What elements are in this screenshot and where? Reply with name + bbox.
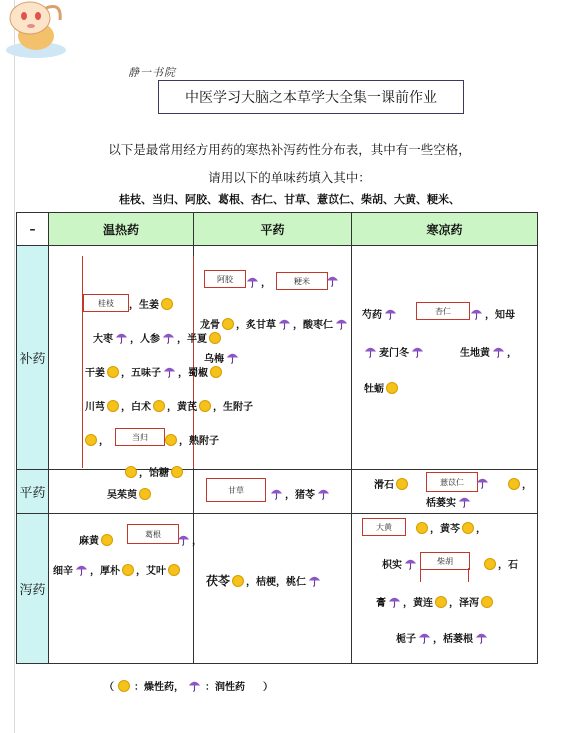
row-label-tonify: 补药: [17, 246, 49, 470]
legend-close: ）: [263, 682, 273, 693]
moist-icon: [278, 317, 291, 330]
blank-xingren[interactable]: 杏仁: [416, 302, 470, 320]
herb-yitang: ，饴糖: [139, 468, 169, 479]
herb-huangqi: ，黄芪: [167, 402, 197, 413]
legend-moist-label: ：润性药: [205, 682, 245, 693]
herb-shengdihuang: 生地黄: [460, 348, 490, 359]
herb-shaoyao: 芍药: [362, 310, 382, 321]
herb-zhishi: 枳实: [382, 560, 402, 571]
signature: 静一书院: [128, 66, 176, 79]
dry-icon: [107, 366, 119, 378]
moist-icon: [308, 574, 321, 587]
dry-icon: [161, 298, 173, 310]
dry-icon: [508, 478, 520, 490]
herb-wumei: 乌梅: [204, 354, 224, 365]
dry-icon: [139, 488, 151, 500]
herb-dazao: 大枣: [93, 334, 113, 345]
herb-mahuang: 麻黄: [79, 536, 99, 547]
cell-tonify-cold: [352, 246, 538, 470]
blank-jingmi[interactable]: 粳米: [276, 272, 328, 290]
herb-list: 桂枝、当归、阿胶、葛根、杏仁、甘草、薏苡仁、柴胡、大黄、粳米、: [119, 193, 460, 206]
herb-zhizi: 栀子: [396, 634, 416, 645]
blank-ejiao[interactable]: 阿胶: [204, 270, 246, 288]
dry-icon: [435, 596, 447, 608]
dry-icon: [462, 522, 474, 534]
herb-huangqin: ，黄芩: [430, 524, 460, 535]
moist-icon: [404, 557, 417, 570]
dry-icon: [484, 558, 496, 570]
moist-icon: [335, 317, 348, 330]
herb-fuling: 茯苓: [206, 574, 231, 588]
cartoon-mascot-icon: [0, 0, 78, 62]
herb-gualougen: ，栝蒌根: [433, 634, 473, 645]
page-edge: [14, 0, 15, 733]
blank-guizhi[interactable]: 桂枝: [83, 294, 129, 312]
cell-purge-warm: [49, 514, 202, 664]
moist-icon: [163, 365, 176, 378]
header-corner: –: [17, 213, 49, 246]
separator: ，: [192, 536, 202, 547]
moist-icon: [411, 345, 424, 358]
herb-longgu: 龙骨: [200, 320, 220, 331]
separator: ，: [507, 348, 517, 359]
moist-icon: [458, 495, 471, 508]
herb-maimendong: 麦门冬: [379, 348, 409, 359]
separator: ，: [261, 278, 271, 289]
cell-purge-cold: [352, 514, 538, 664]
moist-icon: [270, 487, 283, 500]
dry-icon: [122, 564, 134, 576]
herb-ganjiang: 干姜: [85, 368, 105, 379]
herb-zexie: ，泽泻: [449, 598, 479, 609]
herb-zhuling: ，猪苓: [285, 490, 315, 501]
dry-icon: [165, 434, 177, 446]
moist-icon: [162, 331, 175, 344]
dry-icon: [107, 400, 119, 412]
moist-icon: [418, 631, 431, 644]
dry-icon: [386, 382, 398, 394]
cell-purge-neutral: [194, 514, 352, 664]
herb-jiegeng-taoren: ，桔梗，桃仁: [246, 577, 307, 588]
herb-banxia: ，半夏: [177, 334, 207, 345]
moist-icon: [115, 331, 128, 344]
herb-wuzhuyu: 吴茱萸: [107, 490, 137, 501]
herb-muli: 牡蛎: [364, 384, 384, 395]
blank-yiyiren[interactable]: 薏苡仁: [426, 472, 478, 492]
separator: ，: [522, 480, 532, 491]
herb-wuweizi: ，五味子: [121, 368, 161, 379]
cell-neutral-warm: [49, 470, 194, 514]
legend-open: （: [104, 682, 114, 693]
herb-renshen: ，人参: [130, 334, 160, 345]
herb-shigao-end: 膏: [376, 598, 386, 609]
dry-icon: [101, 534, 113, 546]
herb-shigao-part: ，石: [498, 560, 518, 571]
row-label-neutral: 平药: [17, 470, 49, 514]
moist-umbrella-icon: [188, 679, 201, 692]
page-title: 中医学习大脑之本草学大全集一课前作业: [158, 80, 464, 114]
dry-coin-icon: [118, 680, 130, 692]
moist-icon: [470, 307, 483, 320]
herb-suanzaoren: ，酸枣仁: [293, 320, 333, 331]
dry-icon: [481, 596, 493, 608]
legend: [104, 678, 273, 693]
dry-icon: [153, 400, 165, 412]
moist-icon: [388, 595, 401, 608]
herb-aiye: ，艾叶: [136, 566, 166, 577]
moist-icon: [226, 351, 239, 364]
herb-xixin: 细辛: [53, 566, 73, 577]
herb-gualoushi: 栝蒌实: [426, 498, 456, 509]
herb-chuanxiong: 川芎: [85, 402, 105, 413]
dry-icon: [168, 564, 180, 576]
herb-zhimu: ，知母: [485, 310, 515, 321]
moist-icon: [476, 476, 489, 489]
dry-icon: [416, 522, 428, 534]
herb-baizhu: ，白术: [121, 402, 151, 413]
moist-icon: [364, 345, 377, 358]
herb-shufuzi: ，熟附子: [179, 436, 219, 447]
header-neutral: 平药: [194, 213, 352, 246]
herb-zhigancao: ，炙甘草: [236, 320, 276, 331]
moist-icon: [475, 631, 488, 644]
separator: ，: [99, 436, 109, 447]
separator: ，: [476, 524, 486, 535]
moist-icon: [317, 487, 330, 500]
dry-icon: [222, 318, 234, 330]
moist-icon: [492, 345, 505, 358]
blank-gegen[interactable]: 葛根: [127, 524, 179, 544]
header-cold: 寒凉药: [352, 213, 538, 246]
intro-line-2: 请用以下的单味药填入其中：: [208, 170, 371, 185]
moist-icon: [177, 533, 190, 546]
dry-icon: [396, 478, 408, 490]
intro-line-1: 以下是最常用经方用药的寒热补泻药性分布表，其中有一些空格，: [108, 142, 471, 157]
cell-tonify-neutral: [194, 246, 352, 470]
herb-property-table: [16, 212, 538, 664]
cell-neutral-neutral: [194, 470, 352, 514]
legend-dry-label: ：燥性药，: [134, 682, 184, 693]
blank-chaihu[interactable]: 柴胡: [420, 552, 470, 570]
herb-huanglian: ，黄连: [403, 598, 433, 609]
cell-neutral-cold: [352, 470, 538, 514]
herb-huashi: 滑石: [374, 480, 394, 491]
moist-icon: [384, 307, 397, 320]
blank-danggui[interactable]: 当归: [115, 428, 165, 446]
blank-gancao[interactable]: 甘草: [206, 478, 266, 502]
dry-icon: [232, 575, 244, 587]
blank-dahuang[interactable]: 大黄: [362, 518, 406, 536]
dry-icon: [85, 434, 97, 446]
herb-shengfuzi: ，生附子: [213, 402, 253, 413]
herb-shengjiang: ，生姜: [129, 300, 159, 311]
moist-icon: [75, 563, 88, 576]
herb-shujiao: ，蜀椒: [178, 368, 208, 379]
moist-icon: [246, 275, 259, 288]
moist-icon: [326, 274, 339, 287]
header-warm: 温热药: [49, 213, 194, 246]
row-label-purge: 泻药: [17, 514, 49, 664]
herb-houpo: ，厚朴: [90, 566, 120, 577]
